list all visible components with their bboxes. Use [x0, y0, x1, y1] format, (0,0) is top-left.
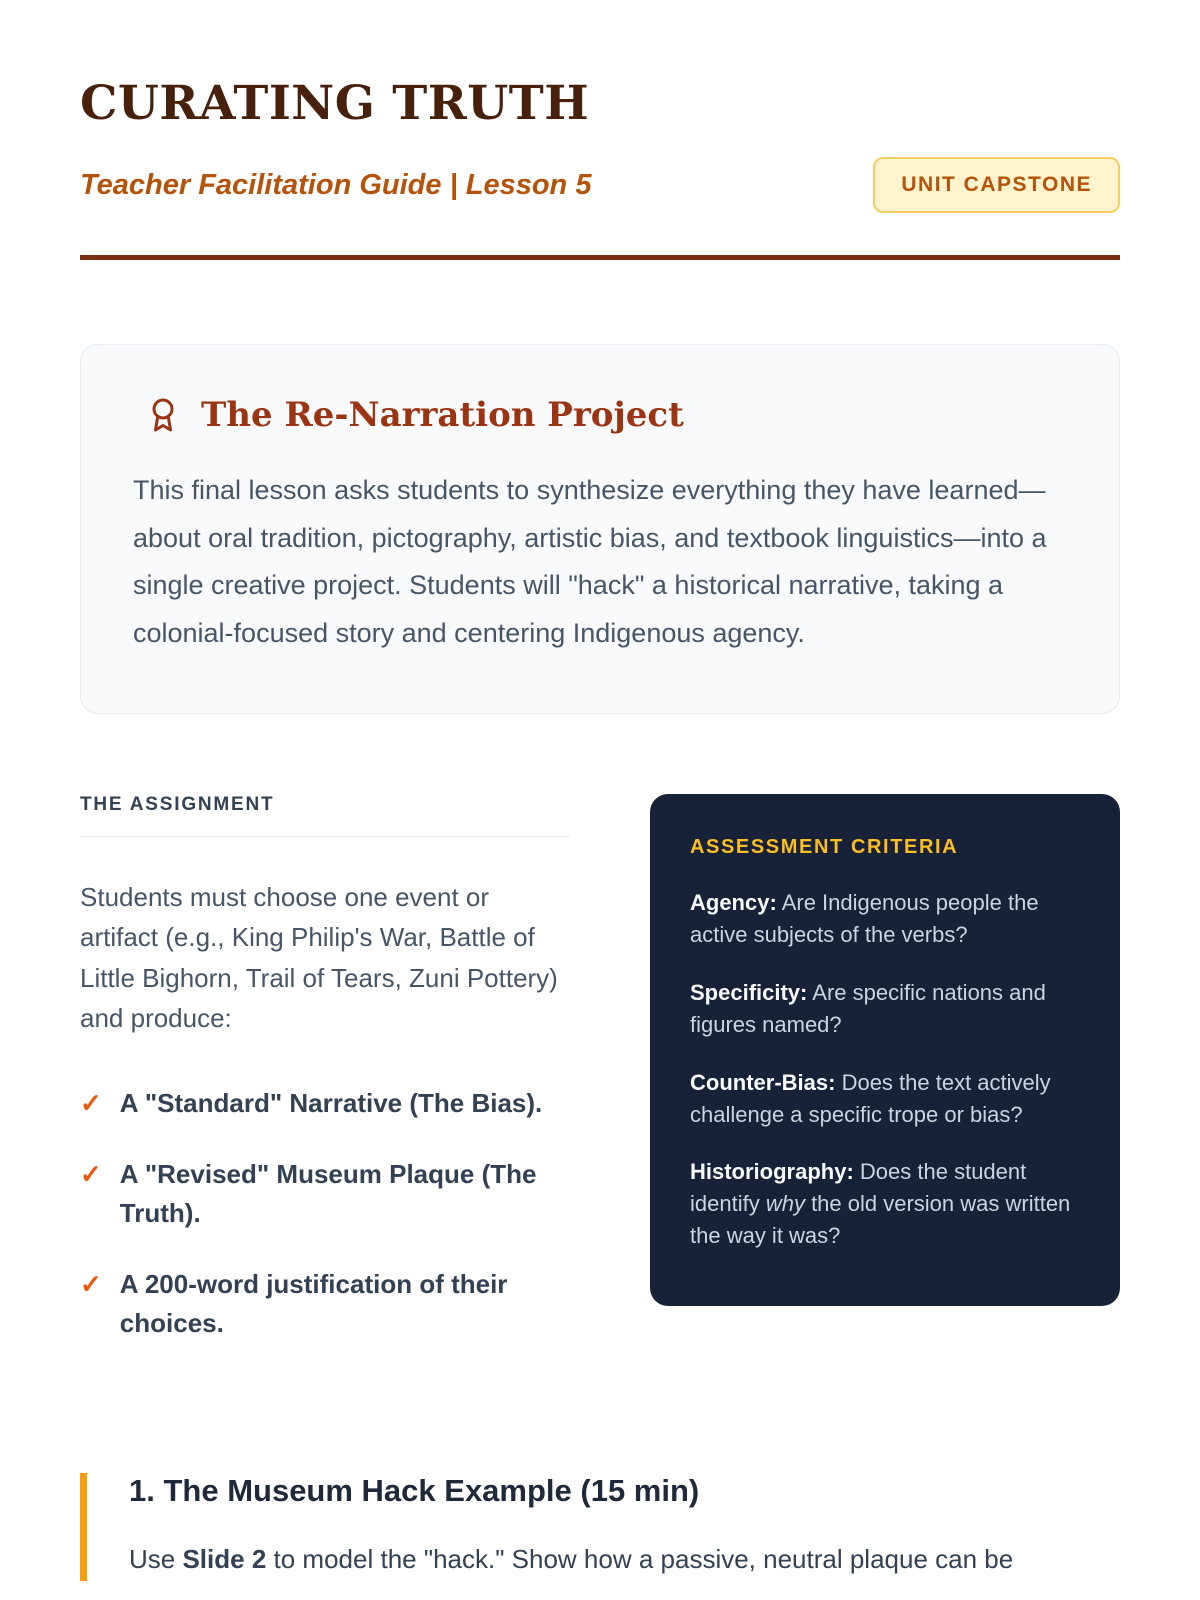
- header-row: [80, 157, 1120, 213]
- criteria-item-counter-bias: [690, 1067, 1080, 1131]
- page-title: CURATING TRUTH: [80, 76, 590, 131]
- criteria-label: Historiography:: [690, 1159, 854, 1185]
- checklist-item-label: A "Revised" Museum Plaque (The Truth).: [119, 1159, 537, 1229]
- criteria-item-agency: [690, 887, 1080, 951]
- assessment-criteria-card: [650, 794, 1120, 1306]
- two-column-section: [80, 794, 1120, 1375]
- title-divider: [80, 255, 1120, 260]
- page-subtitle: Teacher Facilitation Guide | Lesson 5: [80, 168, 592, 201]
- section-body-text: Use: [129, 1544, 183, 1575]
- overview-title: The Re-Narration Project: [201, 395, 684, 435]
- check-icon: ✓: [80, 1269, 102, 1300]
- criteria-item-specificity: [690, 977, 1080, 1041]
- criteria-emphasis: why: [765, 1191, 805, 1217]
- criteria-label: Counter-Bias:: [690, 1069, 836, 1095]
- criteria-label: Specificity:: [690, 979, 808, 1005]
- section-heading: 1. The Museum Hack Example (15 min): [129, 1473, 700, 1509]
- criteria-text: Does the student identify: [690, 1159, 1027, 1217]
- check-icon: ✓: [80, 1159, 102, 1190]
- overview-card: [80, 344, 1120, 714]
- assignment-checklist: [80, 1084, 570, 1343]
- check-icon: ✓: [80, 1088, 102, 1119]
- checklist-item: [80, 1265, 570, 1343]
- assignment-column: [80, 794, 570, 1375]
- assignment-heading: THE ASSIGNMENT: [80, 794, 570, 837]
- section-body-bold: Slide 2: [182, 1544, 267, 1575]
- checklist-item: [80, 1084, 570, 1123]
- criteria-heading: ASSESSMENT CRITERIA: [690, 836, 959, 859]
- assignment-intro: Students must choose one event or artifact (e.g., King Philip's War, Battle of Little Bighorn, Trail of Tears, Zuni Pottery) and produce:: [80, 882, 558, 1033]
- criteria-text: the old version was written the way it was?: [690, 1191, 1071, 1249]
- criteria-item-historiography: [690, 1156, 1080, 1252]
- checklist-item-label: A "Standard" Narrative (The Bias).: [119, 1088, 543, 1119]
- section-body: [129, 1539, 1120, 1581]
- museum-hack-section: [80, 1473, 1120, 1581]
- overview-title-row: [133, 395, 1067, 435]
- criteria-label: Agency:: [690, 890, 777, 916]
- checklist-item-label: A 200-word justification of their choices.: [119, 1269, 508, 1339]
- section-body-text: to model the "hack." Show how a passive, neutral plaque can be: [266, 1544, 1014, 1575]
- checklist-item: [80, 1155, 570, 1233]
- overview-body: This final lesson asks students to synthesize everything they have learned—about oral tradition, pictography, artistic bias, and textbook linguistics—into a single creative project. Students will "hack" a historical narrative, taking a colonial-focused story and centering Indigenous agency.: [133, 475, 1047, 648]
- criteria-text: Does the text actively challenge a specific trope or bias?: [690, 1069, 1051, 1127]
- unit-capstone-badge: UNIT CAPSTONE: [873, 157, 1120, 213]
- award-ribbon-icon: [145, 397, 181, 433]
- criteria-text: Are Indigenous people the active subjects of the verbs?: [690, 890, 1039, 947]
- criteria-text: Are specific nations and figures named?: [690, 979, 1046, 1037]
